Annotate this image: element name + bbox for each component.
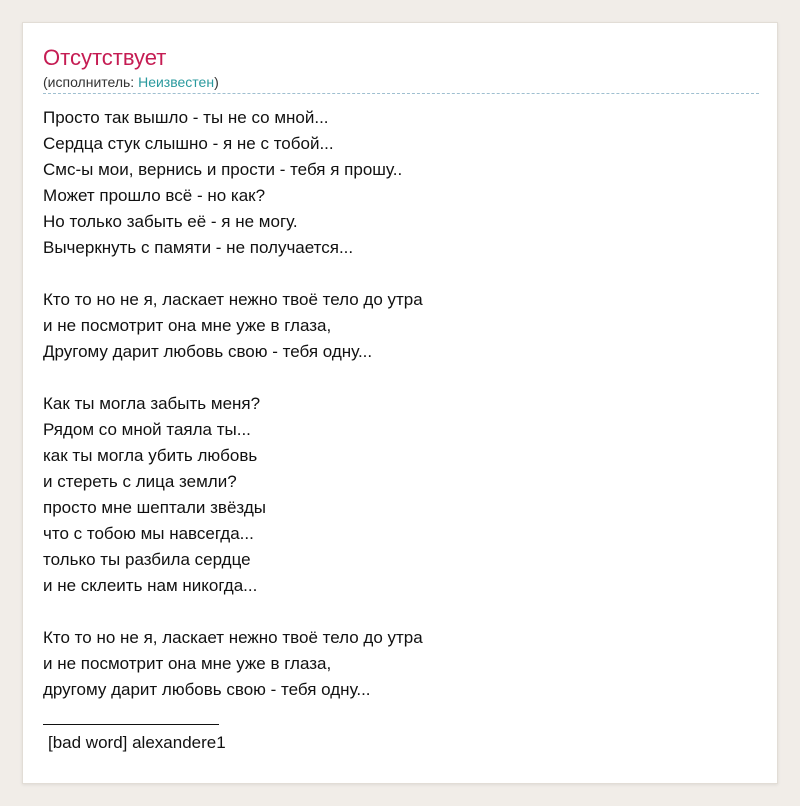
stanza	[43, 391, 759, 599]
lyric-line: Может прошло всё - но как?	[43, 186, 266, 205]
lyric-line: и не склеить нам никогда...	[43, 576, 258, 595]
lyric-line: Сердца стук слышно - я не с тобой...	[43, 134, 334, 153]
artist-suffix: )	[214, 74, 219, 90]
lyric-line: что с тобою мы навсегда...	[43, 524, 254, 543]
lyric-line: просто мне шептали звёзды	[43, 498, 266, 517]
stanza	[43, 287, 759, 365]
lyric-line: Кто то но не я, ласкает нежно твоё тело до утра	[43, 628, 423, 647]
lyrics-card	[22, 22, 778, 784]
lyric-line: Просто так вышло - ты не со мной...	[43, 108, 329, 127]
artist-prefix: (исполнитель:	[43, 74, 139, 90]
lyric-line: как ты могла убить любовь	[43, 446, 258, 465]
artist-line	[43, 74, 219, 90]
lyric-line: Но только забыть её - я не могу.	[43, 212, 298, 231]
lyric-line: Смс-ы мои, вернись и прости - тебя я прошу..	[43, 160, 403, 179]
song-title: Отсутствует	[43, 45, 167, 70]
lyric-line: Как ты могла забыть меня?	[43, 394, 261, 413]
signature-text: [bad word] alexandere1	[48, 733, 226, 752]
lyric-line: Рядом со мной таяла ты...	[43, 420, 251, 439]
lyric-line: Вычеркнуть с памяти - не получается...	[43, 238, 354, 257]
lyric-line: Кто то но не я, ласкает нежно твоё тело до утра	[43, 290, 423, 309]
stanza	[43, 105, 759, 261]
lyric-line: и не посмотрит она мне уже в глаза,	[43, 316, 332, 335]
lyric-line: только ты разбила сердце	[43, 550, 251, 569]
artist-link[interactable]: Неизвестен	[138, 74, 215, 90]
title-divider	[43, 93, 759, 94]
lyric-line: Другому дарит любовь свою - тебя одну...	[43, 342, 373, 361]
lyric-line: и стереть с лица земли?	[43, 472, 237, 491]
lyrics-body	[43, 105, 759, 729]
stanza	[43, 625, 759, 703]
lyric-line: и не посмотрит она мне уже в глаза,	[43, 654, 332, 673]
lyric-line: другому дарит любовь свою - тебя одну...	[43, 680, 371, 699]
signature-rule	[43, 724, 219, 725]
